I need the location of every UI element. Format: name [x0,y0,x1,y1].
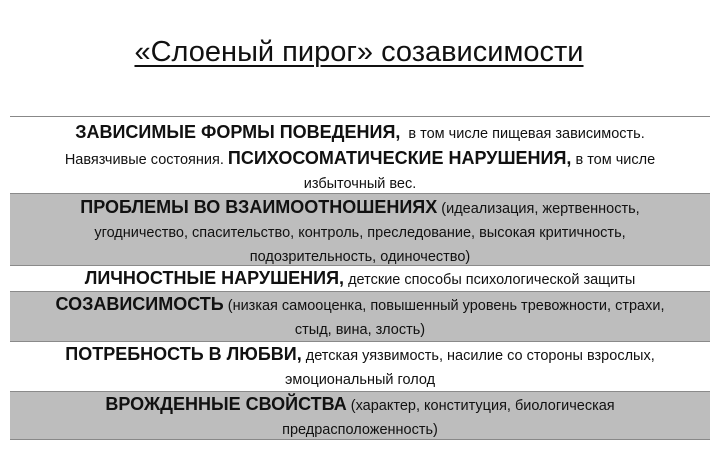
layer-line [16,392,704,418]
layer-line [16,245,704,265]
layer-description: в том числе пищевая зависимость. [408,126,645,142]
layer-line [16,318,704,341]
layer-line [16,120,704,146]
layer-heading: ПОТРЕБНОСТЬ В ЛЮБВИ, [65,344,302,364]
layer-description: в том числе [575,152,656,168]
layer-heading: ЛИЧНОСТНЫЕ НАРУШЕНИЯ, [84,268,345,288]
layer-description: (идеализация, жертвенность, [441,201,640,217]
layer-description: детские способы психологической защиты [348,272,636,288]
layer-relationship-problems [10,193,710,265]
page-title: «Слоеный пирог» созависимости [134,36,584,68]
layer-description: (низкая самооценка, повышенный уровень тревожности, страхи, [227,298,665,314]
layer-description: угодничество, спасительство, контроль, преследование, высокая критичность, [94,225,626,241]
layer-line [16,172,704,193]
layer-heading: ЗАВИСИМЫЕ ФОРМЫ ПОВЕДЕНИЯ, [75,122,401,142]
layer-need-for-love [10,341,710,391]
layer-personality-disorders [10,265,710,291]
layer-innate-properties [10,391,710,439]
layer-dependent-behavior [10,117,710,193]
layer-description: избыточный вес. [303,176,417,192]
layer-line [16,368,704,391]
layer-line [16,292,704,318]
layer-description: предрасположенность) [282,422,438,438]
layer-description: детская уязвимость, насилие со стороны взрослых, [305,348,655,364]
layer-heading-secondary: ПСИХОСОМАТИЧЕСКИЕ НАРУШЕНИЯ, [227,148,572,168]
layer-line [16,221,704,245]
layer-description: эмоциональный голод [284,372,436,388]
layer-heading: ПРОБЛЕМЫ ВО ВЗАИМООТНОШЕНИЯХ [80,197,438,217]
layer-codependency [10,291,710,341]
layer-line [16,146,704,172]
layer-line [16,418,704,439]
layer-description: Навязчивые состояния. [64,152,224,168]
layer-line [16,266,704,291]
layer-stack [10,116,710,440]
layer-line [16,342,704,368]
layer-description: стыд, вина, злость) [294,322,426,338]
layer-heading: СОЗАВИСИМОСТЬ [55,294,224,314]
layer-heading: ВРОЖДЕННЫЕ СВОЙСТВА [105,394,347,414]
layer-description: подозрительность, одиночество) [249,249,471,265]
layer-line [16,195,704,221]
layer-description: (характер, конституция, биологическая [350,398,615,414]
